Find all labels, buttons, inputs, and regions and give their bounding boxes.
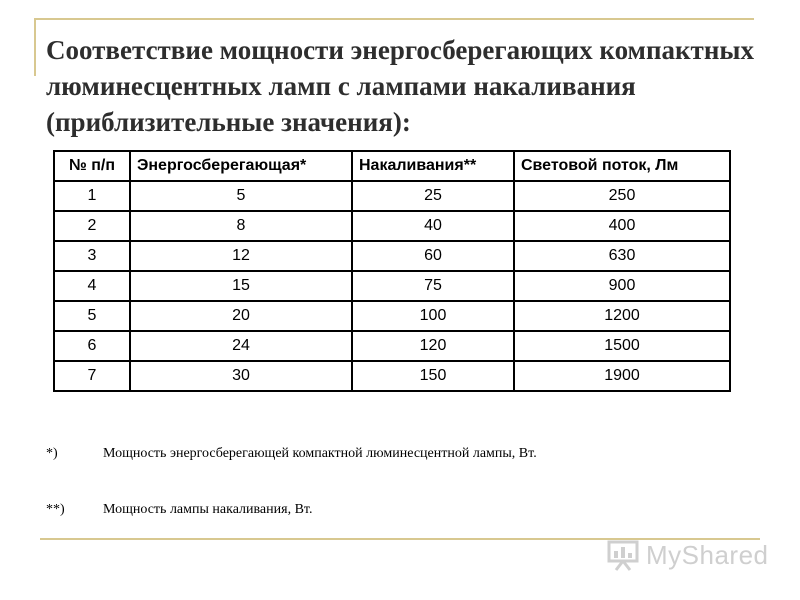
cell-energy-saving: 24 bbox=[130, 331, 352, 361]
cell-number: 4 bbox=[54, 271, 130, 301]
cell-incandescent: 100 bbox=[352, 301, 514, 331]
cell-number: 2 bbox=[54, 211, 130, 241]
footnote-text: Мощность лампы накаливания, Вт. bbox=[103, 502, 313, 517]
cell-energy-saving: 8 bbox=[130, 211, 352, 241]
footnote-text: Мощность энергосберегающей компактной люминесцентной лампы, Вт. bbox=[103, 446, 537, 461]
table-row bbox=[54, 361, 730, 391]
top-decorative-rule bbox=[34, 18, 754, 20]
table-row bbox=[54, 181, 730, 211]
table-row bbox=[54, 211, 730, 241]
column-header-number: № п/п bbox=[54, 151, 130, 181]
cell-incandescent: 25 bbox=[352, 181, 514, 211]
cell-incandescent: 150 bbox=[352, 361, 514, 391]
cell-energy-saving: 30 bbox=[130, 361, 352, 391]
lamp-power-table bbox=[53, 150, 731, 392]
cell-energy-saving: 12 bbox=[130, 241, 352, 271]
footnote-energy-saving bbox=[46, 446, 746, 462]
cell-energy-saving: 20 bbox=[130, 301, 352, 331]
cell-luminous-flux: 1200 bbox=[514, 301, 730, 331]
table-row bbox=[54, 331, 730, 361]
cell-luminous-flux: 1500 bbox=[514, 331, 730, 361]
cell-number: 3 bbox=[54, 241, 130, 271]
slide-title: Соответствие мощности энергосберегающих компактных люминесцентных ламп с лампами накаливания (приблизительные значения): bbox=[46, 35, 754, 137]
cell-incandescent: 75 bbox=[352, 271, 514, 301]
cell-incandescent: 60 bbox=[352, 241, 514, 271]
column-header-energy-saving: Энергосберегающая* bbox=[130, 151, 352, 181]
watermark-logo bbox=[606, 537, 769, 573]
column-header-incandescent: Накаливания** bbox=[352, 151, 514, 181]
watermark-text: MyShared bbox=[646, 539, 769, 570]
column-header-luminous-flux: Световой поток, Лм bbox=[514, 151, 730, 181]
cell-number: 1 bbox=[54, 181, 130, 211]
presentation-board-icon bbox=[606, 538, 640, 572]
table-row bbox=[54, 301, 730, 331]
table-row bbox=[54, 241, 730, 271]
cell-energy-saving: 5 bbox=[130, 181, 352, 211]
table-row bbox=[54, 271, 730, 301]
cell-number: 7 bbox=[54, 361, 130, 391]
left-decorative-rule bbox=[34, 18, 36, 76]
footnote-incandescent bbox=[46, 502, 746, 518]
table-header-row bbox=[54, 151, 730, 181]
cell-energy-saving: 15 bbox=[130, 271, 352, 301]
footnote-mark: *) bbox=[46, 446, 58, 461]
cell-number: 6 bbox=[54, 331, 130, 361]
cell-incandescent: 40 bbox=[352, 211, 514, 241]
footnote-mark: **) bbox=[46, 502, 65, 517]
cell-luminous-flux: 250 bbox=[514, 181, 730, 211]
cell-luminous-flux: 1900 bbox=[514, 361, 730, 391]
cell-luminous-flux: 630 bbox=[514, 241, 730, 271]
cell-incandescent: 120 bbox=[352, 331, 514, 361]
cell-luminous-flux: 400 bbox=[514, 211, 730, 241]
cell-number: 5 bbox=[54, 301, 130, 331]
cell-luminous-flux: 900 bbox=[514, 271, 730, 301]
